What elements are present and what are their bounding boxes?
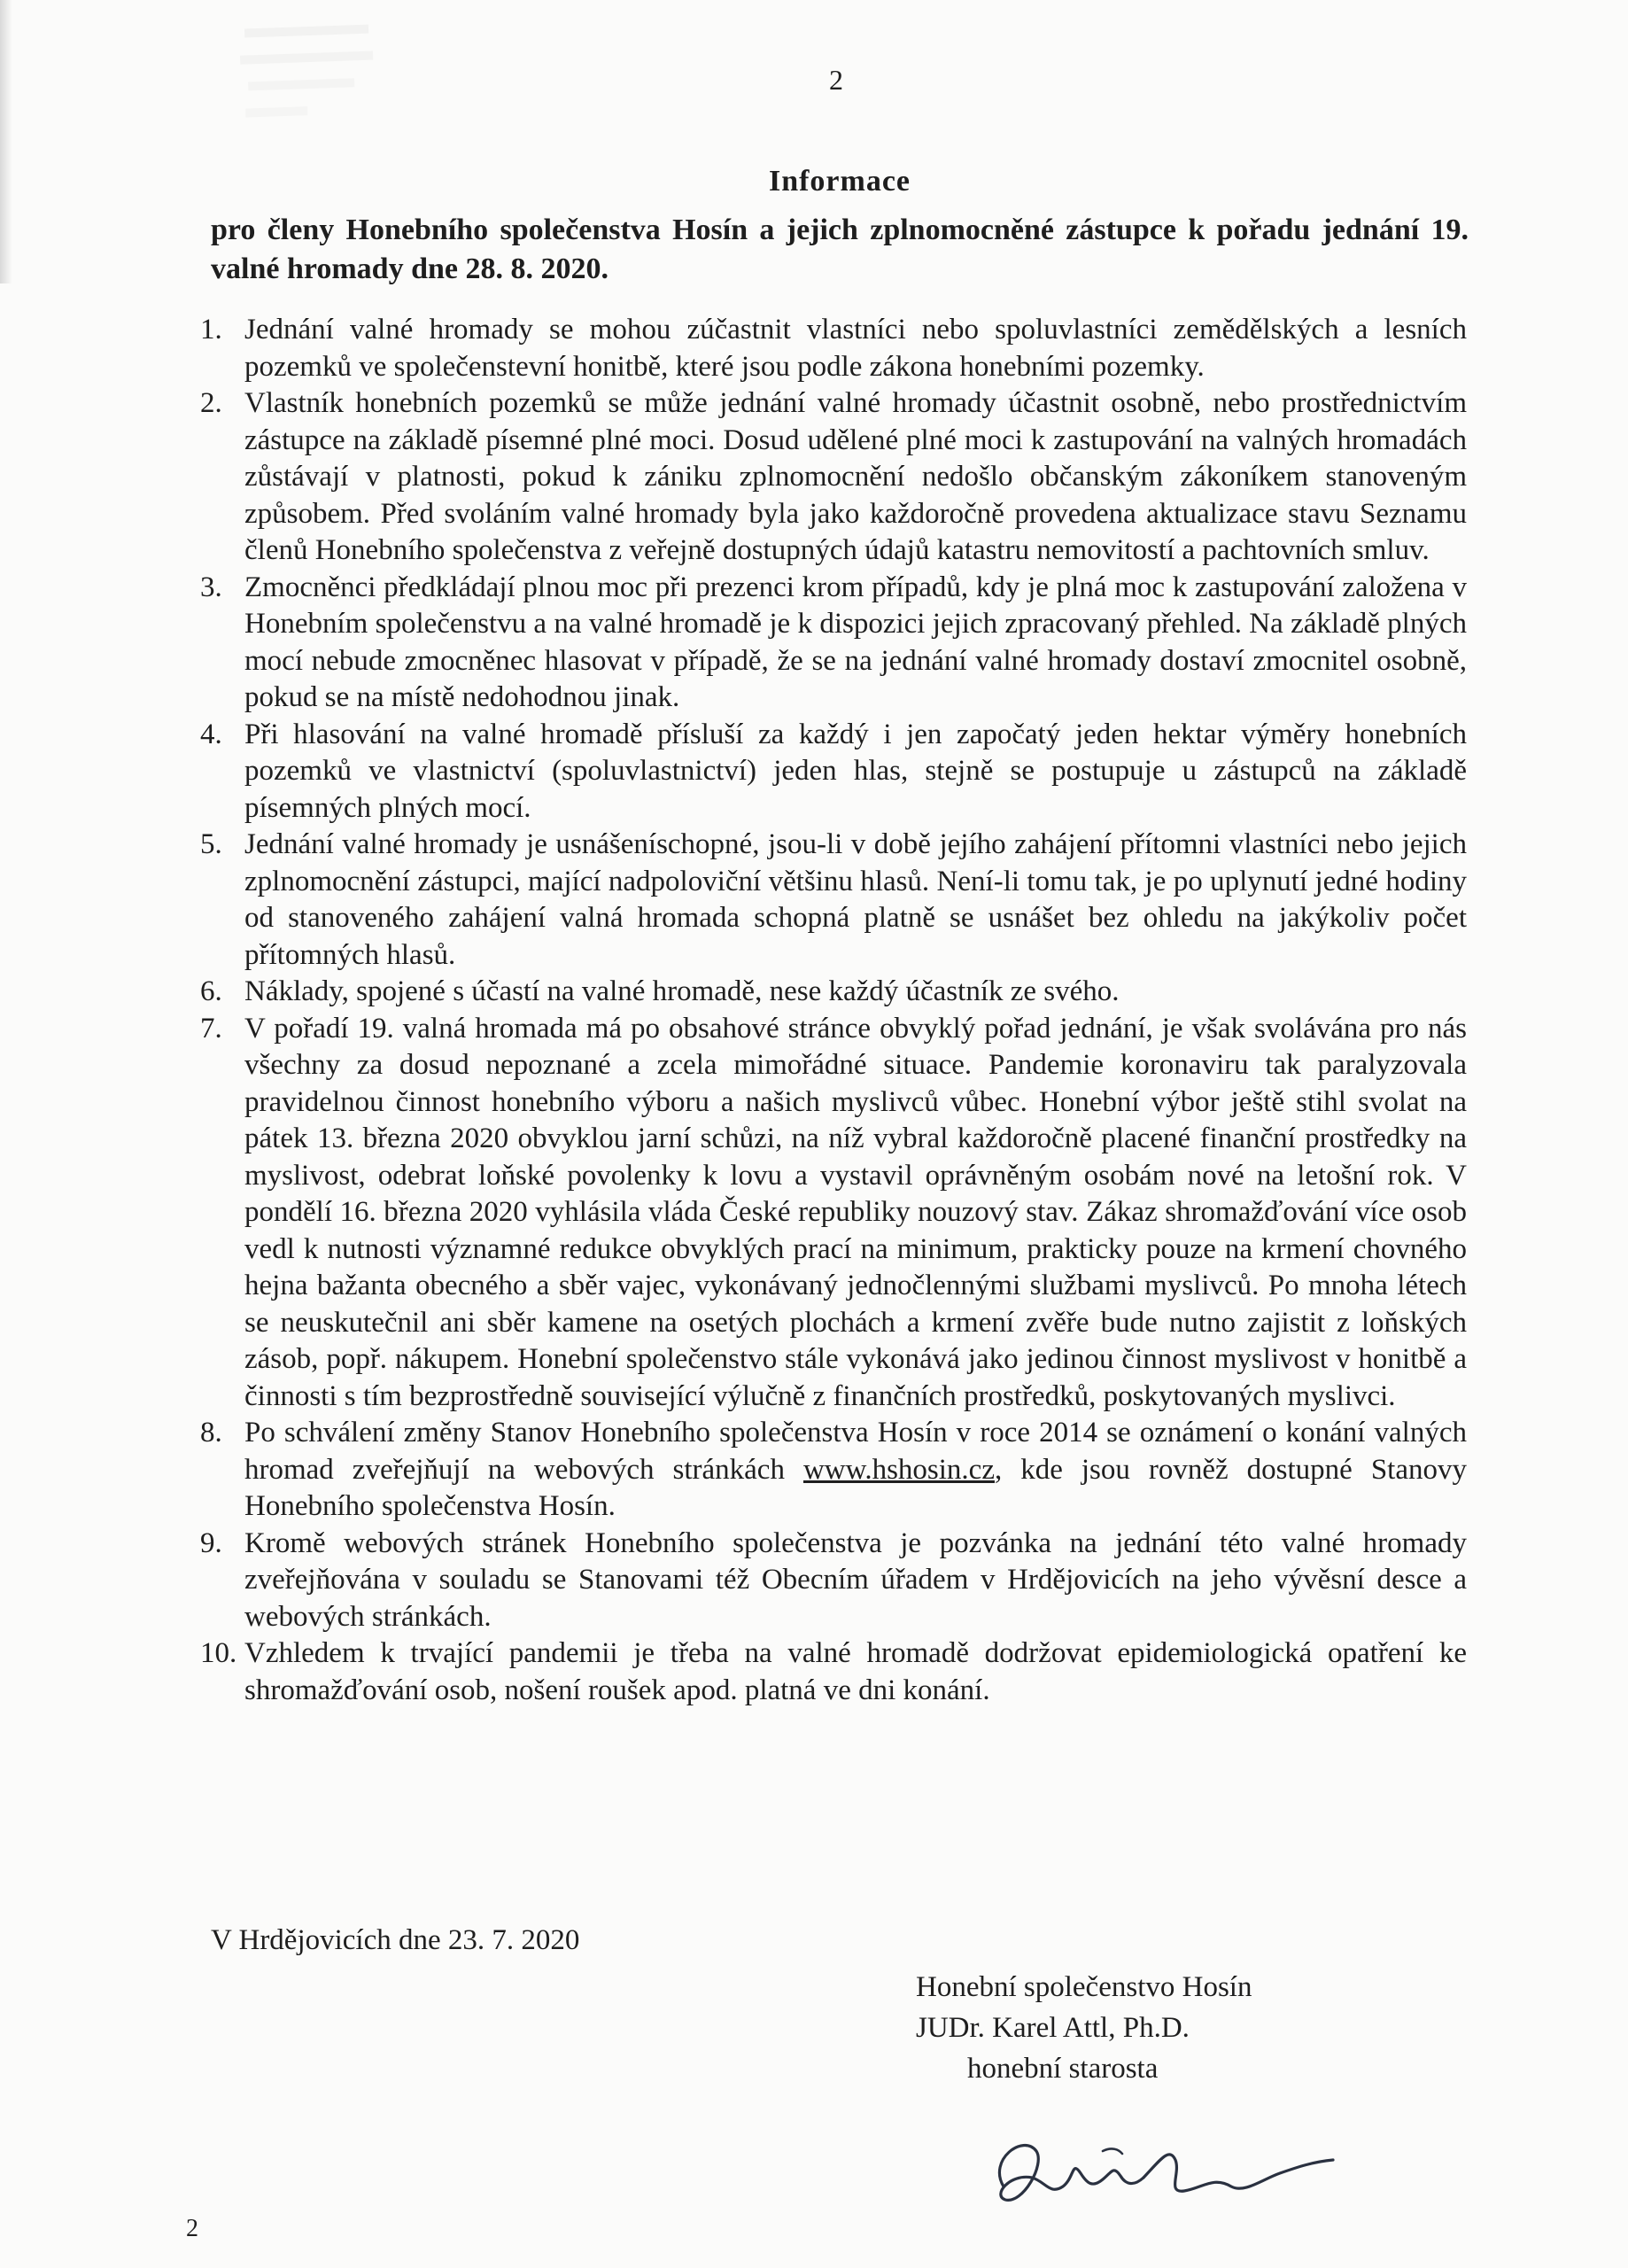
numbered-list bbox=[200, 312, 1467, 1709]
list-item bbox=[200, 385, 1467, 570]
item-number: 3. bbox=[200, 571, 222, 603]
heading-block bbox=[211, 165, 1469, 289]
document-subtitle: pro členy Honebního společenstva Hosín a jejich zplnomocněné zástupce k pořadu jednání 19. valné hromady dne 28. 8. 2020. bbox=[211, 214, 1469, 285]
item-text: Při hlasování na valné hromadě přísluší za každý i jen započatý jeden hektar výměry honebních pozemků ve vlastnictví (spoluvlastnictví) jeden hlas, stejně se postupuje u zástupců na základě písemných plných mocí. bbox=[244, 718, 1467, 824]
signature-name: JUDr. Karel Attl, Ph.D. bbox=[916, 2012, 1190, 2044]
item-number: 2. bbox=[200, 387, 222, 419]
scan-edge-shadow bbox=[0, 0, 12, 284]
item-text: Kromě webových stránek Honebního společenstva je pozvánka na jednání této valné hromady zveřejňována v souladu se Stanovami též Obecním úřadem v Hrdějovicích na jeho vývěsní desce a webových stránkách. bbox=[244, 1526, 1467, 1633]
item-text: Vzhledem k trvající pandemii je třeba na valné hromadě dodržovat epidemiologická opatření ke shromažďování osob, nošení roušek apod. platná ve dni konání. bbox=[244, 1637, 1467, 1706]
item-text: Zmocněnci předkládají plnou moc při prezenci krom případů, kdy je plná moc k zastupování založena v Honebním společenstvu a na valné hromadě je k dispozici jejich zpracovaný přehled. Na základě plných mocí nebude zmocněnec hlasovat v případě, že se na jednání valné hromady dostaví zmocnitel osobně, pokud se na místě nedohodnou jinak. bbox=[244, 571, 1467, 713]
signature-organization: Honební společenstvo Hosín bbox=[916, 1971, 1252, 2003]
place-and-date: V Hrdějovicích dne 23. 7. 2020 bbox=[211, 1924, 580, 1956]
list-item bbox=[200, 974, 1467, 1011]
list-item bbox=[200, 570, 1467, 717]
list-item bbox=[200, 717, 1467, 827]
list-item bbox=[200, 1415, 1467, 1526]
bleed-through-stamp bbox=[237, 15, 384, 144]
document-title: Informace bbox=[768, 165, 911, 198]
item-number: 10. bbox=[200, 1637, 237, 1669]
item-number: 1. bbox=[200, 314, 222, 346]
item-text: Jednání valné hromady se mohou zúčastnit vlastníci nebo spoluvlastníci zemědělských a lesních pozemků ve společenstevní honitbě, které jsou podle zákona honebními pozemky. bbox=[244, 314, 1467, 383]
handwritten-signature bbox=[970, 2124, 1342, 2222]
list-item bbox=[200, 312, 1467, 385]
item-text-after-link: , kde jsou rovněž dostupné Stanovy Honebního společenstva Hosín. bbox=[244, 1453, 1467, 1522]
website-link[interactable]: www.hshosin.cz bbox=[802, 1453, 995, 1486]
list-item bbox=[200, 827, 1467, 974]
item-text: Vlastník honebních pozemků se může jednání valné hromady účastnit osobně, nebo prostřednictvím zástupce na základě písemné plné moci. Dosud udělené plné moci k zastupování na valných hromadách zůstávají v platnosti, pokud k zániku zplnomocnění nedošlo občanským zákoníkem stanoveným způsobem. Před svoláním valné hromady byla jako každoročně provedena aktualizace stavu Seznamu členů Honebního společenstva z veřejně dostupných údajů katastru nemovitostí a pachtovních smluv. bbox=[244, 387, 1467, 566]
item-number: 6. bbox=[200, 975, 222, 1007]
item-text-before-link: Po schválení změny Stanov Honebního společenstva Hosín v roce 2014 se oznámení o konání valných hromad zveřejňují na webových stránkách bbox=[244, 1417, 1467, 1486]
signature-block bbox=[916, 1967, 1323, 2089]
list-item bbox=[200, 1011, 1467, 1416]
page-number-bottom: 2 bbox=[186, 2215, 198, 2242]
page-number-top: 2 bbox=[829, 64, 843, 96]
item-number: 5. bbox=[200, 828, 222, 860]
item-text: V pořadí 19. valná hromada má po obsahové stránce obvyklý pořad jednání, je však svolávána pro nás všechny za dosud nepoznané a zcela mimořádné situace. Pandemie koronaviru tak paralyzovala pravidelnou činnost honebního výboru a našich myslivců vůbec. Honební výbor ještě stihl svolat na pátek 13. března 2020 obvyklou jarní schůzi, na níž vybral každoročně placené finanční prostředky na myslivost, odebrat loňské povolenky k lovu a vystavil oprávněným osobám nové na letošní rok. V pondělí 16. března 2020 vyhlásila vláda České republiky nouzový stav. Zákaz shromažďování více osob vedl k nutnosti významné redukce obvyklých prací na minimum, prakticky pouze na krmení chovného hejna bažanta obecného a sběr vajec, vykonávaný jednočlennými službami myslivců. Po mnoha létech se neuskutečnil ani sběr kamene na osetých plochách a krmení zvěře bude nutno zajistit z loňských zásob, popř. nákupem. Honební společenstvo stále vykonává jako jedinou činnost myslivost v honitbě a činnosti s tím bezprostředně související výlučně z finančních prostředků, poskytovaných myslivci. bbox=[244, 1012, 1467, 1412]
item-text bbox=[244, 1415, 1467, 1526]
list-item bbox=[200, 1635, 1467, 1709]
item-number: 4. bbox=[200, 718, 222, 750]
item-number: 9. bbox=[200, 1526, 222, 1559]
list-item bbox=[200, 1526, 1467, 1636]
signature-role: honební starosta bbox=[967, 2053, 1159, 2085]
item-number: 7. bbox=[200, 1012, 222, 1045]
item-text: Jednání valné hromady je usnášeníschopné, jsou-li v době jejího zahájení přítomni vlastníci nebo jejich zplnomocnění zástupci, mající nadpoloviční většinu hlasů. Není-li tomu tak, je po uplynutí jedné hodiny od stanoveného zahájení valná hromada schopná platně se usnášet bez ohledu na jakýkoliv počet přítomných hlasů. bbox=[244, 828, 1467, 971]
item-text: Náklady, spojené s účastí na valné hromadě, nese každý účastník ze svého. bbox=[244, 975, 1120, 1007]
item-number: 8. bbox=[200, 1417, 222, 1449]
